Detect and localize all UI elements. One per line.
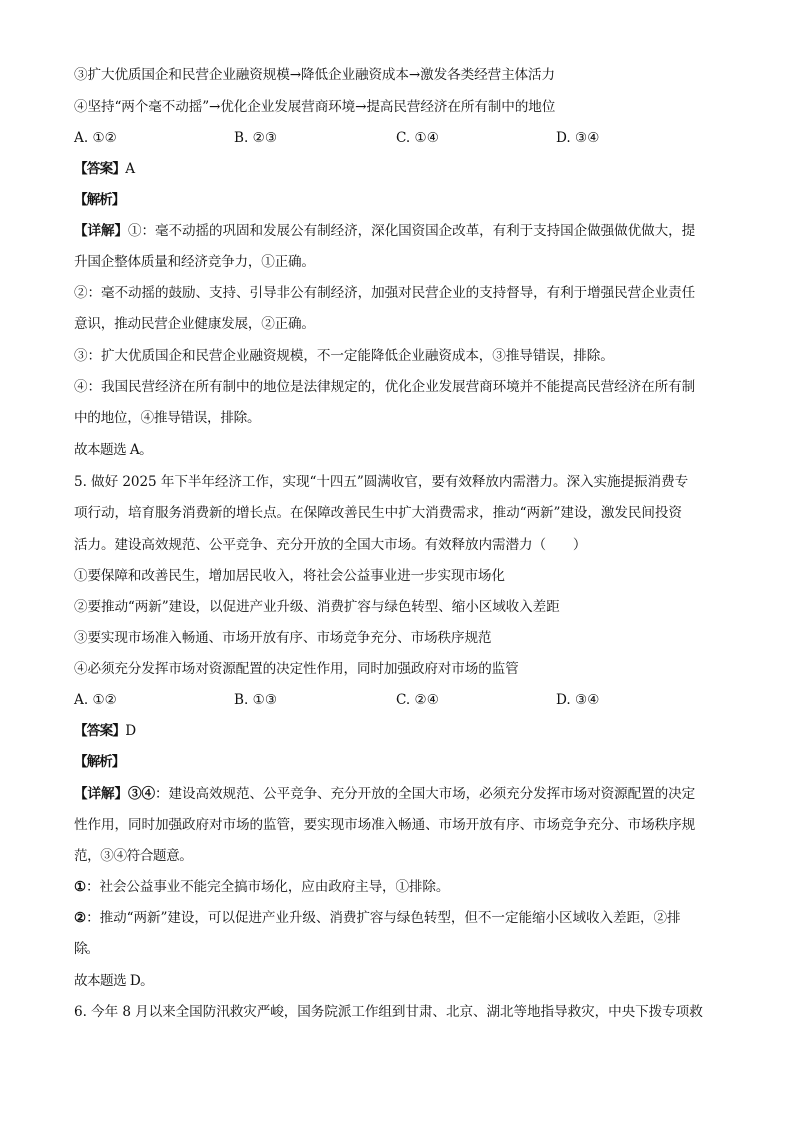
q4-detail-line: 【详解】①：毫不动摇的巩固和发展公有制经济，深化国资国企改革，有利于支持国企做强做优做大，提: [74, 223, 696, 239]
q4-detail-line: 意识，推动民营企业健康发展，②正确。: [74, 316, 315, 332]
q4-option-c: C. ①④: [396, 130, 439, 146]
q5-statement-1: ①要保障和改善民生，增加居民收入，将社会公益事业进一步实现市场化: [74, 568, 505, 584]
q5-stem-line: 5. 做好 2025 年下半年经济工作，实现“十四五”圆满收官，要有效释放内需潜力。深入实施提振消费专: [74, 474, 689, 490]
q4-detail-line: ③：扩大优质国企和民营企业融资规模，不一定能降低企业融资成本，③推导错误，排除。: [74, 348, 614, 364]
q5-analysis-tag: 【解析】: [74, 754, 125, 770]
answer-value: A: [125, 161, 135, 177]
q5-stem-line: 活力。建设高效规范、公平竞争、充分开放的全国大市场。有效释放内需潜力（ ）: [74, 537, 587, 553]
q4-statement-4: ④坚持“两个毫不动摇”→优化企业发展营商环境→提高民营经济在所有制中的地位: [74, 99, 556, 115]
answer-tag: 【答案】: [74, 723, 126, 739]
q4-detail-line: 中的地位，④推导错误，排除。: [74, 410, 261, 426]
q5-option-c: C. ②④: [396, 692, 439, 708]
q4-statement-3: ③扩大优质国企和民营企业融资规模→降低企业融资成本→激发各类经营主体活力: [74, 67, 556, 83]
q4-option-b: B. ②③: [234, 130, 278, 146]
q5-detail-line: 【详解】③④：建设高效规范、公平竞争、充分开放的全国大市场，必须充分发挥市场对资源配置的决定: [74, 786, 696, 802]
q4-analysis-tag: 【解析】: [74, 192, 125, 208]
q5-statement-2: ②要推动“两新”建设，以促进产业升级、消费扩容与绿色转型、缩小区域收入差距: [74, 599, 560, 615]
q5-answer: [74, 721, 724, 741]
q5-detail-line: 性作用，同时加强政府对市场的监管，要实现市场准入畅通、市场开放有序、市场竞争充分、市场秩序规: [74, 817, 696, 833]
q5-statement-4: ④必须充分发挥市场对资源配置的决定性作用，同时加强政府对市场的监管: [74, 661, 519, 677]
q4-detail-line: ④：我国民营经济在所有制中的地位是法律规定的，优化企业发展营商环境并不能提高民营经济在所有制: [74, 379, 696, 395]
q6-stem-line: 6. 今年 8 月以来全国防汛救灾严峻，国务院派工作组到甘肃、北京、湖北等地指导救灾，中央下拨专项救: [74, 1004, 703, 1020]
q5-detail-line: 除。: [74, 941, 98, 957]
q4-conclusion: 故本题选 A。: [74, 442, 153, 458]
q5-detail-line: ①：社会公益事业不能完全搞市场化，应由政府主导，①排除。: [74, 879, 450, 895]
q4-option-d: D. ③④: [556, 130, 600, 146]
answer-value: D: [125, 723, 136, 739]
detail-tag: 【详解】: [74, 223, 129, 239]
q5-option-a: A. ①②: [74, 692, 117, 708]
q5-option-b: B. ①③: [234, 692, 278, 708]
q5-statement-3: ③要实现市场准入畅通、市场开放有序、市场竞争充分、市场秩序规范: [74, 630, 492, 646]
q5-detail-line: 范，③④符合题意。: [74, 848, 193, 864]
q5-conclusion: 故本题选 D。: [74, 973, 154, 989]
answer-tag: 【答案】: [74, 161, 126, 177]
q4-detail-line: 升国企整体质量和经济竞争力，①正确。: [74, 254, 315, 270]
q4-detail-line: ②：毫不动摇的鼓励、支持、引导非公有制经济，加强对民营企业的支持督导，有利于增强民营企业责任: [74, 285, 696, 301]
q4-answer: [74, 159, 724, 179]
q4-option-a: A. ①②: [74, 130, 117, 146]
q5-option-d: D. ③④: [556, 692, 600, 708]
q5-detail-line: ②：推动“两新”建设，可以促进产业升级、消费扩容与绿色转型，但不一定能缩小区域收入差距，②排: [74, 910, 681, 926]
q5-stem-line: 项行动，培育服务消费新的增长点。在保障改善民生中扩大消费需求，推动“两新”建设，激发民间投资: [74, 505, 682, 521]
detail-tag: 【详解】: [74, 786, 129, 802]
